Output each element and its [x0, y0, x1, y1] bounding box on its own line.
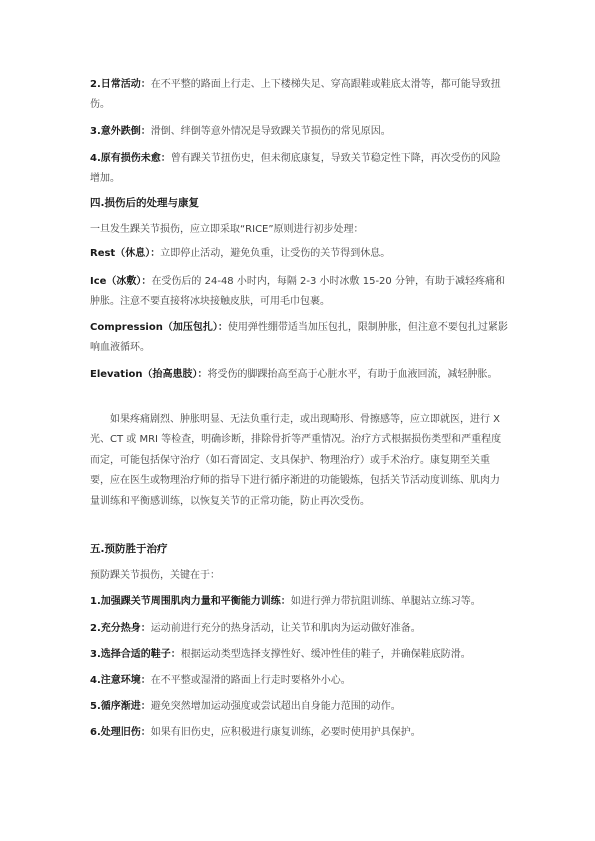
list-item [90, 697, 520, 717]
item-text: 如果有旧伤史，应积极进行康复训练，必要时使用护具保护。 [150, 727, 421, 738]
item-text: 将受伤的脚踝抬高至高于心脏水平，有助于血液回流，减轻肿胀。 [207, 369, 498, 380]
item-label: 6.处理旧伤： [90, 727, 151, 738]
item-text: 如进行弹力带抗阻训练、单腿站立练习等。 [290, 596, 481, 607]
item-text: 立即停止活动，避免负重，让受伤的关节得到休息。 [160, 248, 391, 259]
item-label: 4.原有损伤未愈： [90, 153, 171, 164]
item-label: Ice（冰敷）： [90, 276, 152, 287]
section-heading: 五.预防胜于治疗 [90, 543, 168, 555]
list-item [90, 645, 520, 665]
item-label: 1.加强踝关节周围肌肉力量和平衡能力训练： [90, 596, 291, 607]
item-label: 5.循序渐进： [90, 701, 151, 712]
item-text: 在不平整的路面上行走、上下楼梯失足、穿高跟鞋或鞋底太滑等，都可能导致扭伤。 [90, 79, 501, 110]
item-label: Elevation（抬高患肢）： [90, 369, 208, 380]
item-label: 2.日常活动： [90, 79, 151, 90]
item-text: 曾有踝关节扭伤史，但未彻底康复，导致关节稳定性下降，再次受伤的风险增加。 [90, 153, 501, 184]
item-label: 3.选择合适的鞋子： [90, 649, 181, 660]
list-item [90, 75, 508, 114]
item-label: 4.注意环境： [90, 675, 151, 686]
list-item [90, 619, 520, 639]
item-text: 根据运动类型选择支撑性好、缓冲性佳的鞋子，并确保鞋底防滑。 [180, 649, 471, 660]
section-intro: 一旦发生踝关节损伤，应立即采取“RICE”原则进行初步处理： [90, 224, 364, 235]
list-item [90, 149, 508, 188]
item-text: 滑倒、绊倒等意外情况是导致踝关节损伤的常见原因。 [150, 126, 391, 137]
rice-item [90, 272, 508, 311]
body-paragraph: 如果疼痛剧烈、肿胀明显、无法负重行走，或出现畸形、骨擦感等，应立即就医，进行 X 光、CT 或 MRI 等检查，明确诊断，排除骨折等严重情况。治疗方式根据损伤类型和严重程度而定，可能包括保守治疗（如石膏固定、支具保护、物理治疗）或手术治疗。康复期至关重要，应在医生或物理治疗师的指导下进行循序渐进的功能锻炼，包括关节活动度训练、肌肉力量训练和平衡感训练，以恢复关节的正常功能，防止再次受伤。 [90, 414, 502, 507]
list-item [90, 122, 508, 142]
list-item [90, 671, 520, 691]
item-label: Rest（休息）： [90, 248, 161, 259]
list-item [90, 723, 520, 743]
item-text: 避免突然增加运动强度或尝试超出自身能力范围的动作。 [150, 701, 401, 712]
item-label: Compression（加压包扎）： [90, 322, 228, 333]
item-label: 3.意外跌倒： [90, 126, 151, 137]
section-intro: 预防踝关节损伤，关键在于： [90, 570, 220, 581]
item-text: 运动前进行充分的热身活动，让关节和肌肉为运动做好准备。 [150, 623, 421, 634]
rice-item [90, 244, 508, 264]
rice-item [90, 365, 508, 385]
section-heading: 四.损伤后的处理与康复 [90, 197, 199, 209]
item-text: 使用弹性绷带适当加压包扎，限制肿胀，但注意不要包扎过紧影响血液循环。 [90, 322, 508, 353]
rice-item [90, 318, 508, 357]
item-text: 在不平整或湿滑的路面上行走时要格外小心。 [150, 675, 351, 686]
list-item [90, 592, 520, 612]
item-text: 在受伤后的 24-48 小时内，每隔 2-3 小时冰敷 15-20 分钟，有助于减轻疼痛和肿胀。注意不要直接将冰块接触皮肤，可用毛巾包裹。 [90, 276, 505, 307]
item-label: 2.充分热身： [90, 623, 151, 634]
